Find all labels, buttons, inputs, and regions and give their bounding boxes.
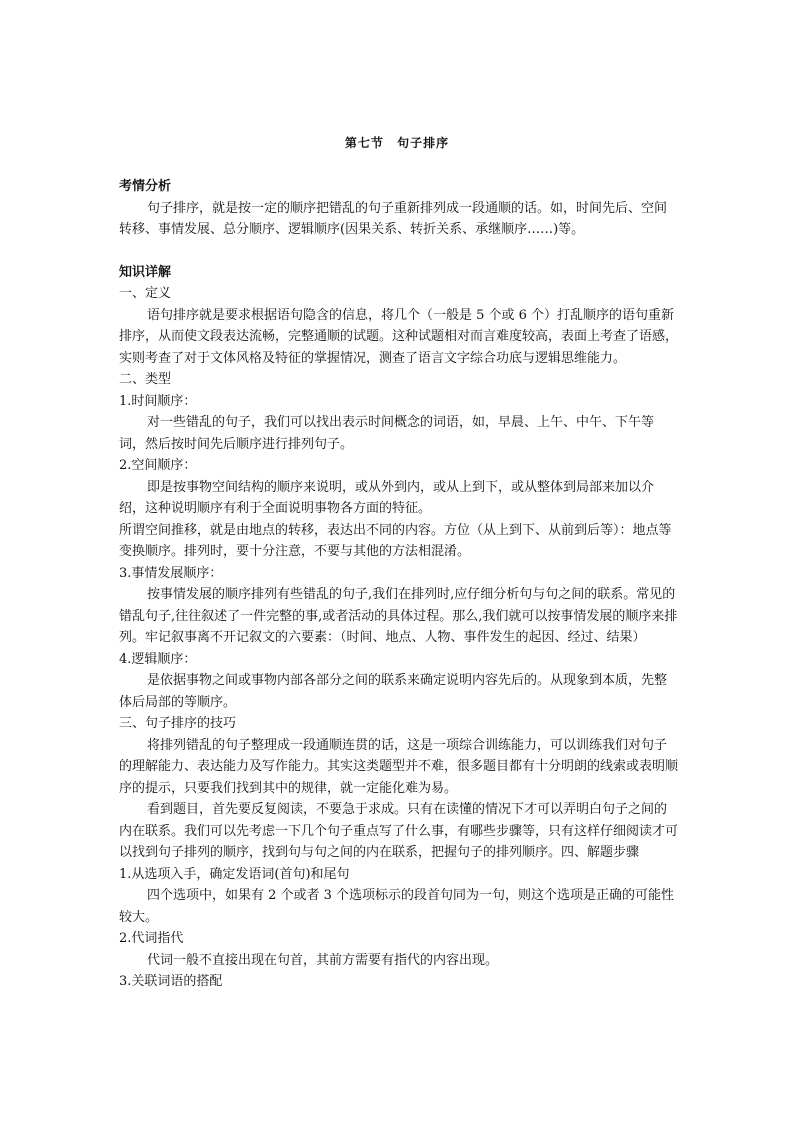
paragraph-step-1: 四个选项中，如果有 2 个或者 3 个选项标示的段首句同为一句，则这个选项是正确的可能性较大。 xyxy=(119,888,675,925)
subheading-logic-order: 4.逻辑顺序： xyxy=(119,651,197,667)
spacer xyxy=(119,241,679,262)
page-title: 第七节 句子排序 xyxy=(344,136,450,150)
subheading-types: 二、类型 xyxy=(119,372,172,387)
subheading-step-1: 1.从选项入手，确定发语词(首句)和尾句 xyxy=(119,866,350,882)
paragraph-definition: 语句排序就是要求根据语句隐含的信息，将几个（一般是 5 个或 6 个）打乱顺序的语句重新排序，从而使文段表达流畅，完整通顺的试题。这种试题相对而言难度较高，表面上考查了语感，实则考查了对于文体风格及特征的掌握情况，测查了语言文字综合功底与逻辑思维能力。 xyxy=(119,307,679,366)
document-body xyxy=(119,176,679,993)
subheading-time-order: 1.时间顺序： xyxy=(119,393,197,409)
subheading-space-order: 2.空间顺序： xyxy=(119,458,197,473)
subheading-step-3: 3.关联词语的搭配 xyxy=(119,974,223,989)
section-heading-exam-analysis: 考情分析 xyxy=(119,179,172,194)
paragraph-space-order-2: 所谓空间推移，就是由地点的转移，表达出不同的内容。方位（从上到下、从前到后等）：地点等变换顺序。排列时，要十分注意，不要与其他的方法相混淆。 xyxy=(119,522,672,559)
paragraph-time-order: 对一些错乱的句子，我们可以找出表示时间概念的词语，如，早晨、上午、中午、下午等词，然后按时间先后顺序进行排列句子。 xyxy=(119,415,654,452)
paragraph-step-2: 代词一般不直接出现在句首，其前方需要有指代的内容出现。 xyxy=(146,952,498,968)
section-heading-knowledge: 知识详解 xyxy=(119,264,172,280)
paragraph-space-order-1: 即是按事物空间结构的顺序来说明，或从外到内，或从上到下，或从整体到局部来加以介绍，这种说明顺序有利于全面说明事物各方面的特征。 xyxy=(119,479,654,516)
paragraph-techniques-1: 将排列错乱的句子整理成一段通顺连贯的话，这是一项综合训练能力，可以训练我们对句子的理解能力、表达能力及写作能力。其实这类题型并不难，很多题目都有十分明朗的线索或表明顺序的提示，只要我们找到其中的规律，就一定能化难为易。 xyxy=(119,737,679,796)
subheading-techniques: 三、句子排序的技巧 xyxy=(119,716,237,731)
paragraph-exam-analysis: 句子排序，就是按一定的顺序把错乱的句子重新排列成一段通顺的话。如，时间先后、空间转移、事情发展、总分顺序、逻辑顺序(因果关系、转折关系、承继顺序……)等。 xyxy=(119,200,667,237)
paragraph-techniques-2: 看到题目，首先要反复阅读，不要急于求成。只有在读懂的情况下才可以弄明白句子之间的内在联系。我们可以先考虑一下几个句子重点写了什么事，有哪些步骤等，只有这样仔细阅读才可以找到句子排列的顺序，找到句与句之间的内在联系，把握句子的排列顺序。四、解题步骤 xyxy=(119,802,679,860)
paragraph-logic-order: 是依据事物之间或事物内部各部分之间的联系来确定说明内容先后的。从现象到本质，先整体后局部的等顺序。 xyxy=(119,673,667,710)
subheading-event-order: 3.事情发展顺序： xyxy=(119,565,223,581)
paragraph-event-order: 按事情发展的顺序排列有些错乱的句子,我们在排列时,应仔细分析句与句之间的联系。常见的错乱句子,往往叙述了一件完整的事,或者活动的具体过程。那么,我们就可以按事情发展的顺序来排列。牢记叙事离不开记叙文的六要素：（时间、地点、人物、事件发生的起因、经过、结果） xyxy=(119,587,678,645)
subheading-step-2: 2.代词指代 xyxy=(119,931,184,946)
subheading-definition: 一、定义 xyxy=(119,286,172,301)
